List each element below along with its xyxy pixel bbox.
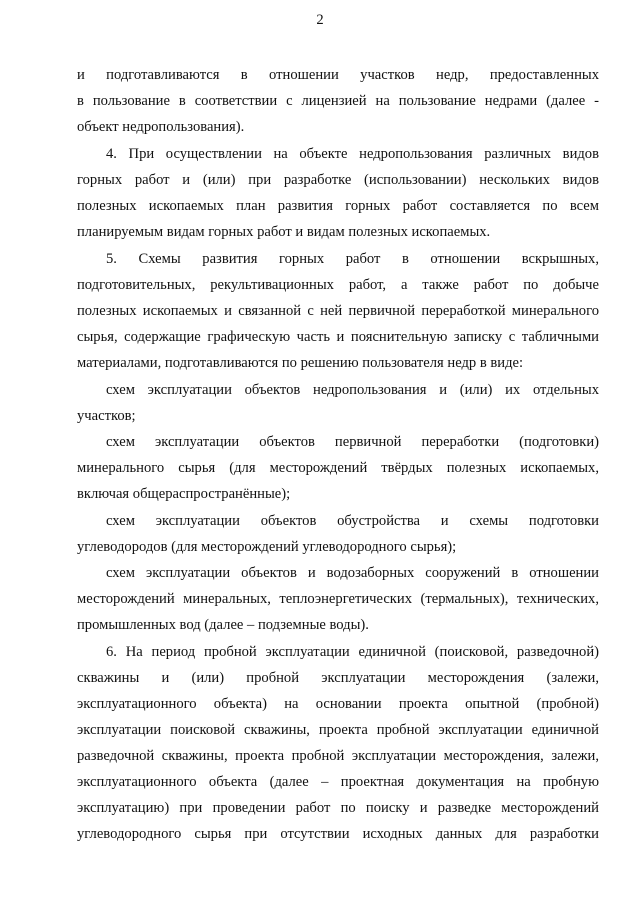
text-line: углеводородов (для месторождений углеводородного сырья); — [77, 539, 457, 555]
text-line: эксплуатационного объекта) на основании проекта опытной (пробной) — [77, 696, 599, 712]
text-line: промышленных вод (далее – подземные воды). — [77, 617, 369, 633]
text-line: в пользование в соответствии с лицензией на пользование недрами (далее - — [77, 93, 599, 109]
text-line: 6. На период пробной эксплуатации единичной (поисковой, разведочной) — [106, 644, 599, 660]
text-line: материалами, подготавливаются по решению пользователя недр в виде: — [77, 355, 524, 371]
text-line: эксплуатационного объекта (далее – проектная документация на пробную — [77, 774, 599, 790]
text-line: горных работ и (или) при разработке (использовании) нескольких видов — [77, 172, 599, 188]
text-line: 4. При осуществлении на объекте недропользования различных видов — [106, 146, 599, 162]
text-line: разведочной скважины, проекта пробной эксплуатации месторождения, залежи, — [77, 748, 599, 764]
text-line: полезных ископаемых план развития горных работ составляется по всем — [77, 198, 599, 214]
text-line: 5. Схемы развития горных работ в отношении вскрышных, — [106, 251, 599, 267]
text-line: схем эксплуатации объектов недропользования и (или) их отдельных — [106, 382, 599, 398]
text-line: схем эксплуатации объектов первичной переработки (подготовки) — [106, 434, 599, 450]
text-line: скважины и (или) пробной эксплуатации месторождения (залежи, — [77, 670, 599, 686]
text-line: схем эксплуатации объектов и водозаборных сооружений в отношении — [106, 565, 599, 581]
text-line: сырья, содержащие графическую часть и пояснительную записку с табличными — [77, 329, 599, 345]
text-line: и подготавливаются в отношении участков недр, предоставленных — [77, 67, 599, 83]
text-line: минерального сырья (для месторождений твёрдых полезных ископаемых, — [77, 460, 599, 476]
text-line: углеводородного сырья при отсутствии исходных данных для разработки — [77, 826, 599, 842]
text-line: планируемым видам горных работ и видам полезных ископаемых. — [77, 224, 491, 240]
text-line: участков; — [77, 408, 136, 424]
text-line: схем эксплуатации объектов обустройства и схемы подготовки — [106, 513, 599, 529]
text-line: эксплуатацию) при проведении работ по поиску и разведке месторождений — [77, 800, 599, 816]
page-number: 2 — [316, 12, 324, 28]
text-line: месторождений минеральных, теплоэнергетических (термальных), технических, — [77, 591, 599, 607]
text-line: подготовительных, рекультивационных работ, а также работ по добыче — [77, 277, 599, 293]
text-line: полезных ископаемых и связанной с ней первичной переработкой минерального — [77, 303, 599, 319]
text-line: объект недропользования). — [77, 119, 245, 135]
text-line: включая общераспространённые); — [77, 486, 291, 502]
text-line: эксплуатации поисковой скважины, проекта пробной эксплуатации единичной — [77, 722, 599, 738]
